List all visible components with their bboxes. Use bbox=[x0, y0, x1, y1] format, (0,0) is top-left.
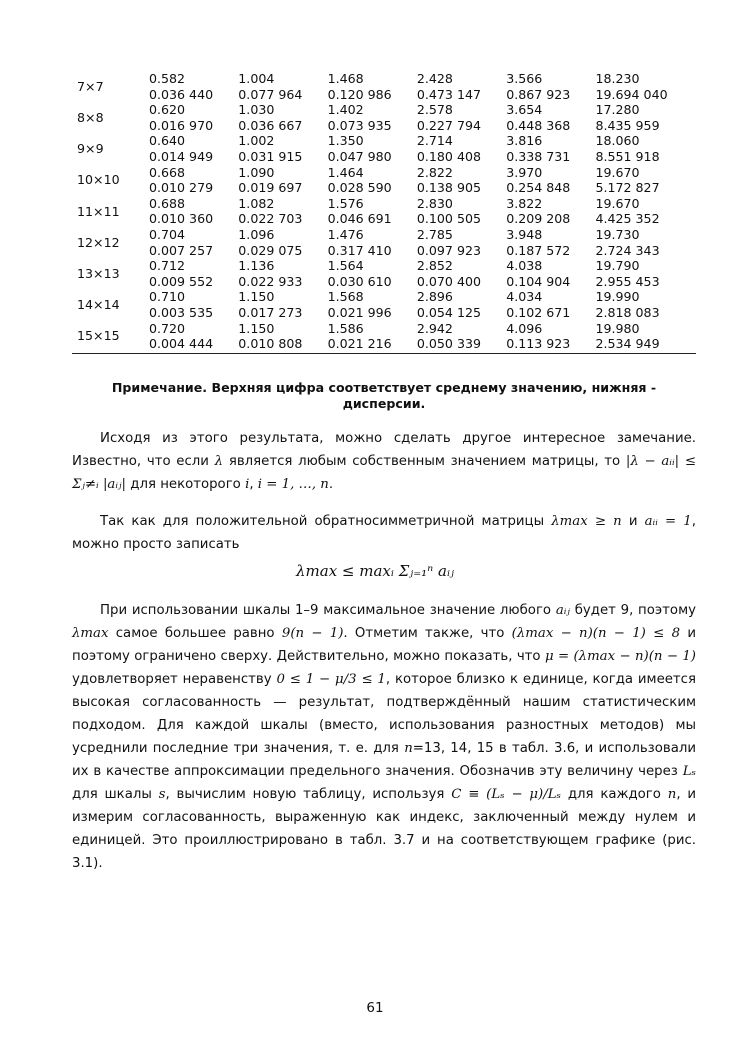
variance-value: 0.022 933 bbox=[238, 273, 303, 289]
table-cell bbox=[328, 196, 417, 227]
row-label: 9×9 bbox=[77, 141, 104, 157]
table-cell bbox=[506, 196, 595, 227]
mean-value: 2.896 bbox=[416, 289, 453, 305]
mean-value: 2.428 bbox=[416, 71, 453, 86]
p3-m6: 0 ≤ 1 − μ/3 ≤ 1 bbox=[276, 672, 386, 687]
table-cell bbox=[595, 196, 696, 227]
table-cell bbox=[506, 102, 595, 133]
table-cell bbox=[328, 289, 417, 320]
p3-m5: μ = (λmax − n)(n − 1) bbox=[544, 649, 696, 664]
variance-value: 0.097 923 bbox=[416, 242, 481, 258]
mean-value: 0.582 bbox=[149, 71, 186, 86]
table-cell bbox=[595, 258, 696, 289]
results-table-body bbox=[72, 71, 696, 353]
table-cell bbox=[506, 165, 595, 196]
table-cell bbox=[417, 102, 506, 133]
row-label: 8×8 bbox=[77, 109, 104, 125]
variance-value: 0.010 279 bbox=[149, 180, 214, 196]
mean-value: 2.822 bbox=[416, 164, 453, 180]
mean-value: 2.578 bbox=[416, 102, 453, 118]
row-label: 13×13 bbox=[77, 265, 120, 281]
table-cell bbox=[328, 71, 417, 102]
variance-value: 2.955 453 bbox=[595, 273, 660, 289]
variance-value: 0.004 444 bbox=[149, 336, 214, 352]
p3-text-3: самое большее равно bbox=[115, 626, 275, 641]
table-cell bbox=[149, 165, 238, 196]
variance-value: 0.046 691 bbox=[327, 211, 392, 227]
variance-value: 0.014 949 bbox=[149, 148, 214, 164]
p2-text-2: и bbox=[628, 514, 638, 529]
variance-value: 0.030 610 bbox=[327, 273, 392, 289]
table-cell bbox=[595, 165, 696, 196]
variance-value: 0.254 848 bbox=[506, 180, 571, 196]
variance-value: 0.317 410 bbox=[327, 242, 392, 258]
mean-value: 19.990 bbox=[595, 289, 640, 305]
variance-value: 0.054 125 bbox=[416, 304, 481, 320]
variance-value: 8.551 918 bbox=[595, 148, 660, 164]
table-cell bbox=[595, 71, 696, 102]
variance-value: 4.425 352 bbox=[595, 211, 660, 227]
mean-value: 1.586 bbox=[327, 320, 364, 336]
mean-value: 4.038 bbox=[506, 258, 543, 274]
mean-value: 1.096 bbox=[238, 226, 275, 242]
p1-text-2: является любым собственным значением матрицы, то bbox=[228, 454, 621, 469]
row-label: 10×10 bbox=[77, 172, 120, 188]
mean-value: 19.980 bbox=[595, 320, 640, 336]
mean-value: 18.230 bbox=[595, 71, 640, 86]
p1-text-1: Исходя из этого результата, можно сделать другое интересное замечание. Известно, что если bbox=[72, 431, 696, 469]
table-cell bbox=[328, 102, 417, 133]
p3-m3: 9(n − 1) bbox=[281, 626, 344, 641]
variance-value: 2.818 083 bbox=[595, 304, 660, 320]
table-cell bbox=[417, 321, 506, 354]
mean-value: 1.568 bbox=[327, 289, 364, 305]
table-note: Примечание. Верхняя цифра соответствует среднему значению, нижняя - дисперсии. bbox=[111, 380, 657, 411]
table-row bbox=[72, 133, 696, 164]
paragraph-1: Исходя из этого результата, можно сделать другое интересное замечание. Известно, что если λ является любым собственным значением матрицы, то |λ − aᵢᵢ| ≤ Σⱼ≠ᵢ |aᵢⱼ| для некоторого i, i = 1, …, n. bbox=[72, 431, 696, 492]
table-row bbox=[72, 227, 696, 258]
mean-value: 2.714 bbox=[416, 133, 453, 149]
table-cell bbox=[506, 227, 595, 258]
table-cell bbox=[149, 196, 238, 227]
table-cell bbox=[238, 196, 327, 227]
variance-value: 0.073 935 bbox=[327, 117, 392, 133]
table-cell bbox=[506, 321, 595, 354]
row-label: 11×11 bbox=[77, 203, 120, 219]
p1-end: . bbox=[328, 477, 334, 492]
table-cell bbox=[417, 165, 506, 196]
table-cell bbox=[595, 321, 696, 354]
mean-value: 4.034 bbox=[506, 289, 543, 305]
p2-text-3: , можно просто записать bbox=[72, 514, 696, 552]
mean-value: 19.670 bbox=[595, 164, 640, 180]
table-cell bbox=[328, 165, 417, 196]
paragraph-3 bbox=[72, 599, 696, 875]
variance-value: 0.016 970 bbox=[149, 117, 214, 133]
p3-m7: n bbox=[404, 741, 413, 756]
mean-value: 1.476 bbox=[327, 226, 364, 242]
table-cell bbox=[506, 258, 595, 289]
table-cell bbox=[506, 71, 595, 102]
variance-value: 0.028 590 bbox=[327, 180, 392, 196]
mean-value: 1.468 bbox=[327, 71, 364, 86]
table-cell bbox=[328, 227, 417, 258]
table-cell bbox=[417, 71, 506, 102]
mean-value: 0.640 bbox=[149, 133, 186, 149]
table-row bbox=[72, 289, 696, 320]
mean-value: 1.464 bbox=[327, 164, 364, 180]
mean-value: 1.082 bbox=[238, 195, 275, 211]
mean-value: 18.060 bbox=[595, 133, 640, 149]
variance-value: 0.209 208 bbox=[506, 211, 571, 227]
table-row bbox=[72, 102, 696, 133]
table-cell bbox=[149, 133, 238, 164]
table-cell bbox=[328, 258, 417, 289]
variance-value: 0.138 905 bbox=[416, 180, 481, 196]
table-cell bbox=[238, 133, 327, 164]
variance-value: 0.017 273 bbox=[238, 304, 303, 320]
p3-m11: n bbox=[667, 787, 677, 802]
p3-text-7: , которое близко к единице, когда имеется высокая согласованность — результат, подтверждённый нашим статистическим подходом. Для каждой шкалы (вместо, использования разностных методов) мы усреднили последние три значения, т. е. для bbox=[72, 672, 696, 756]
table-cell bbox=[238, 71, 327, 102]
variance-value: 0.019 697 bbox=[238, 180, 303, 196]
variance-value: 0.036 667 bbox=[238, 117, 303, 133]
formula-lambda-max: λmax ≤ maxᵢ Σⱼ₌₁ⁿ aᵢⱼ bbox=[296, 562, 454, 580]
p3-text-2: будет 9, поэтому bbox=[574, 603, 696, 618]
p1-lambda: λ bbox=[214, 454, 224, 469]
variance-value: 0.021 216 bbox=[327, 336, 392, 352]
paragraph-2 bbox=[72, 510, 696, 556]
variance-value: 0.113 923 bbox=[506, 336, 571, 352]
mean-value: 3.822 bbox=[506, 195, 543, 211]
variance-value: 0.338 731 bbox=[506, 148, 571, 164]
table-cell bbox=[595, 227, 696, 258]
variance-value: 0.102 671 bbox=[506, 304, 571, 320]
variance-value: 0.070 400 bbox=[416, 273, 481, 289]
p3-text-12: , и измерим согласованность, выраженную как индекс, заключенный между нулем и единицей. Это проиллюстрировано в табл. 3.7 и на соответствующем графике (рис. 3.1). bbox=[72, 787, 696, 871]
mean-value: 1.136 bbox=[238, 258, 275, 274]
table-cell bbox=[328, 321, 417, 354]
mean-value: 2.830 bbox=[416, 195, 453, 211]
row-label: 12×12 bbox=[77, 234, 120, 250]
mean-value: 2.852 bbox=[416, 258, 453, 274]
p3-m9: s bbox=[158, 787, 166, 802]
table-cell bbox=[149, 258, 238, 289]
mean-value: 0.710 bbox=[149, 289, 186, 305]
mean-value: 0.688 bbox=[149, 195, 186, 211]
variance-value: 2.724 343 bbox=[595, 242, 660, 258]
row-label: 7×7 bbox=[77, 78, 104, 94]
variance-value: 0.029 075 bbox=[238, 242, 303, 258]
p1-range: i = 1, …, n bbox=[257, 477, 329, 492]
table-cell bbox=[238, 258, 327, 289]
mean-value: 1.150 bbox=[238, 320, 275, 336]
variance-value: 0.009 552 bbox=[149, 273, 214, 289]
p3-m1: aᵢⱼ bbox=[555, 603, 570, 618]
p3-text-10: , вычислим новую таблицу, используя bbox=[165, 787, 445, 802]
mean-value: 1.002 bbox=[238, 133, 275, 149]
mean-value: 2.785 bbox=[416, 226, 453, 242]
table-row bbox=[72, 258, 696, 289]
mean-value: 1.576 bbox=[327, 195, 364, 211]
variance-value: 0.021 996 bbox=[327, 304, 392, 320]
row-label: 14×14 bbox=[77, 297, 120, 313]
mean-value: 1.350 bbox=[327, 133, 364, 149]
mean-value: 1.004 bbox=[238, 71, 275, 86]
p3-text-4: . Отметим также, что bbox=[343, 626, 505, 641]
variance-value: 0.867 923 bbox=[506, 86, 571, 102]
table-cell bbox=[149, 321, 238, 354]
variance-value: 0.077 964 bbox=[238, 86, 303, 102]
variance-value: 0.031 915 bbox=[238, 148, 303, 164]
p1-text-3: для некоторого bbox=[130, 477, 241, 492]
variance-value: 0.448 368 bbox=[506, 117, 571, 133]
table-cell bbox=[149, 227, 238, 258]
p2-text-1: Так как для положительной обратносимметричной матрицы bbox=[100, 514, 545, 529]
variance-value: 0.104 904 bbox=[506, 273, 571, 289]
variance-value: 0.022 703 bbox=[238, 211, 303, 227]
mean-value: 0.620 bbox=[149, 102, 186, 118]
variance-value: 0.010 808 bbox=[238, 336, 303, 352]
p3-m8: Lₛ bbox=[682, 764, 696, 779]
p3-text-5: и поэтому ограничено сверху. Действительно, можно показать, что bbox=[72, 626, 696, 664]
mean-value: 0.668 bbox=[149, 164, 186, 180]
variance-value: 0.003 535 bbox=[149, 304, 214, 320]
p2-aii: aᵢᵢ = 1 bbox=[644, 514, 692, 529]
p3-text-11: для каждого bbox=[567, 787, 661, 802]
variance-value: 0.050 339 bbox=[416, 336, 481, 352]
mean-value: 19.730 bbox=[595, 226, 640, 242]
variance-value: 2.534 949 bbox=[595, 336, 660, 352]
mean-value: 0.720 bbox=[149, 320, 186, 336]
mean-value: 0.704 bbox=[149, 226, 186, 242]
table-cell bbox=[238, 289, 327, 320]
p3-m2: λmax bbox=[72, 626, 109, 641]
table-cell bbox=[595, 133, 696, 164]
row-label: 15×15 bbox=[72, 321, 149, 354]
table-row bbox=[72, 321, 696, 354]
p1-inequality: |λ − aᵢᵢ| ≤ Σⱼ≠ᵢ |aᵢⱼ| bbox=[72, 454, 696, 492]
results-table bbox=[72, 71, 696, 354]
p1-i: i bbox=[245, 477, 250, 492]
variance-value: 0.047 980 bbox=[327, 148, 392, 164]
p3-text-6: удовлетворяет неравенству bbox=[72, 672, 272, 687]
mean-value: 2.942 bbox=[416, 320, 453, 336]
mean-value: 17.280 bbox=[595, 102, 640, 118]
mean-value: 0.712 bbox=[149, 258, 186, 274]
page-number: 61 bbox=[366, 1000, 384, 1016]
p2-lambda-max: λmax ≥ n bbox=[551, 514, 622, 529]
mean-value: 1.564 bbox=[327, 258, 364, 274]
table-cell bbox=[238, 102, 327, 133]
table-cell bbox=[417, 227, 506, 258]
table-cell bbox=[417, 196, 506, 227]
table-cell bbox=[417, 133, 506, 164]
table-cell bbox=[417, 289, 506, 320]
p3-text-9: для шкалы bbox=[72, 787, 152, 802]
mean-value: 1.150 bbox=[238, 289, 275, 305]
mean-value: 3.654 bbox=[506, 102, 543, 118]
table-row bbox=[72, 165, 696, 196]
table-cell bbox=[149, 289, 238, 320]
table-cell bbox=[238, 227, 327, 258]
variance-value: 0.007 257 bbox=[149, 242, 214, 258]
variance-value: 0.010 360 bbox=[149, 211, 214, 227]
variance-value: 0.227 794 bbox=[416, 117, 481, 133]
variance-value: 0.187 572 bbox=[506, 242, 571, 258]
table-cell bbox=[238, 165, 327, 196]
p3-m4: (λmax − n)(n − 1) ≤ 8 bbox=[511, 626, 681, 641]
mean-value: 3.970 bbox=[506, 164, 543, 180]
mean-value: 19.670 bbox=[595, 195, 640, 211]
mean-value: 3.566 bbox=[506, 71, 543, 86]
mean-value: 3.816 bbox=[506, 133, 543, 149]
mean-value: 1.030 bbox=[238, 102, 275, 118]
variance-value: 19.694 040 bbox=[595, 86, 668, 102]
table-cell bbox=[149, 71, 238, 102]
table-cell bbox=[595, 102, 696, 133]
variance-value: 0.120 986 bbox=[327, 86, 392, 102]
mean-value: 1.090 bbox=[238, 164, 275, 180]
table-cell bbox=[149, 102, 238, 133]
variance-value: 5.172 827 bbox=[595, 180, 660, 196]
table-cell bbox=[506, 289, 595, 320]
table-row bbox=[72, 71, 696, 102]
mean-value: 19.790 bbox=[595, 258, 640, 274]
variance-value: 0.473 147 bbox=[416, 86, 481, 102]
variance-value: 0.180 408 bbox=[416, 148, 481, 164]
p3-text-1: При использовании шкалы 1–9 максимальное значение любого bbox=[100, 603, 552, 618]
mean-value: 1.402 bbox=[327, 102, 364, 118]
table-row bbox=[72, 196, 696, 227]
table-cell bbox=[506, 133, 595, 164]
table-cell bbox=[595, 289, 696, 320]
variance-value: 0.036 440 bbox=[149, 86, 214, 102]
p3-m10: C ≡ (Lₛ − μ)/Lₛ bbox=[451, 787, 562, 802]
table-cell bbox=[238, 321, 327, 354]
variance-value: 0.100 505 bbox=[416, 211, 481, 227]
p3-text-8: =13, 14, 15 в табл. 3.6, и использовали их в качестве аппроксимации предельного значения. Обозначив эту величину через bbox=[72, 741, 696, 779]
variance-value: 8.435 959 bbox=[595, 117, 660, 133]
mean-value: 4.096 bbox=[506, 320, 543, 336]
table-cell bbox=[417, 258, 506, 289]
mean-value: 3.948 bbox=[506, 226, 543, 242]
table-cell bbox=[328, 133, 417, 164]
